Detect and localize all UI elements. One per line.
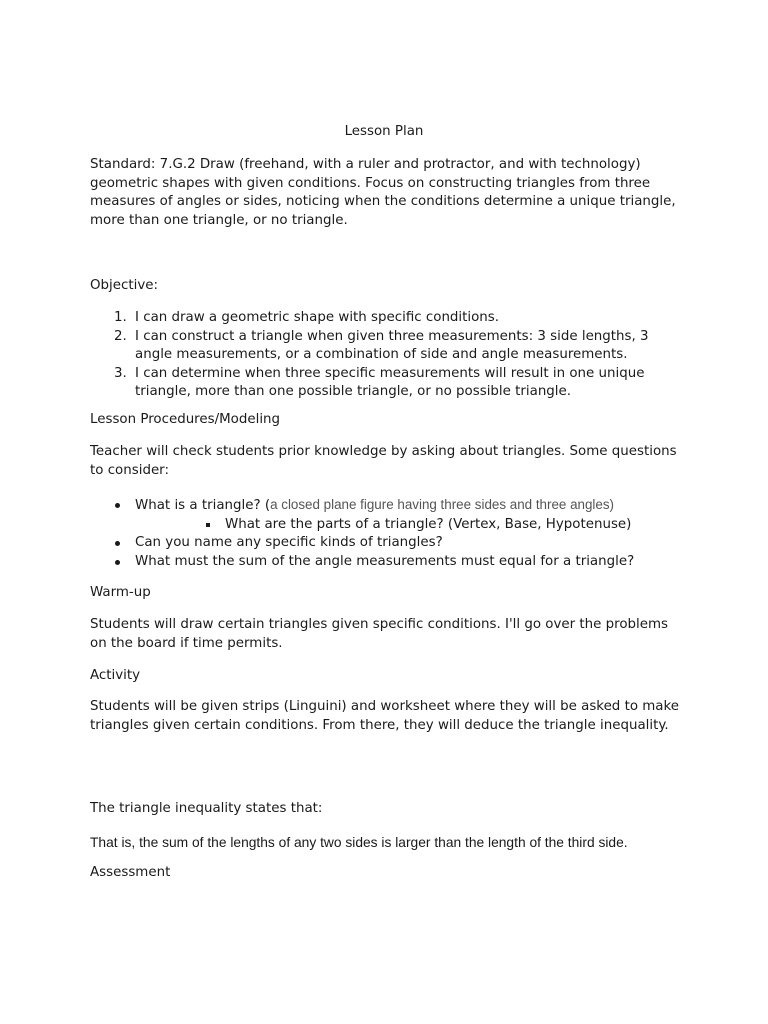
standard-paragraph: Standard: 7.G.2 Draw (freehand, with a ruler and protractor, and with technology) geometric shapes with given conditions. Focus on constructing triangles from three measures of angles or sides, noticing when the conditions determine a unique triangle, more than one triangle, or no triangle. (90, 157, 676, 228)
list-item (90, 534, 680, 553)
warmup-text: Students will draw certain triangles given specific conditions. I'll go over the problems on the board if time permits. (90, 617, 669, 651)
document-title: Lesson Plan (344, 124, 424, 139)
list-item-text: I can determine when three specific measurements will result in one unique triangle, more than one possible triangle, or no possible triangle. (135, 365, 645, 400)
bullet-icon (115, 541, 120, 546)
list-number: 2. (114, 328, 127, 344)
list-item (90, 328, 680, 365)
questions-list (90, 496, 680, 571)
question-text: What is a triangle? ( (135, 498, 271, 513)
inequality-explanation: That is, the sum of the lengths of any two sides is larger than the length of the third side. (90, 835, 628, 850)
list-item-text: I can draw a geometric shape with specific conditions. (135, 310, 500, 325)
list-number: 3. (114, 365, 127, 381)
activity-heading: Activity (90, 668, 141, 683)
objective-heading: Objective: (90, 278, 159, 293)
question-note: a closed plane figure having three sides and three angles) (270, 497, 614, 512)
question-text: What are the parts of a triangle? (Vertex, Base, Hypotenuse) (225, 516, 632, 532)
procedures-heading: Lesson Procedures/Modeling (90, 412, 281, 427)
assessment-heading: Assessment (90, 865, 171, 880)
activity-text: Students will be given strips (Linguini) and worksheet where they will be asked to make triangles given certain conditions. From there, they will deduce the triangle inequality. (90, 699, 680, 733)
warmup-heading: Warm-up (90, 585, 151, 600)
list-item (90, 516, 680, 535)
question-text: Can you name any specific kinds of triangles? (135, 535, 443, 551)
list-item (90, 553, 680, 572)
list-item (90, 309, 680, 328)
objective-list (90, 309, 680, 402)
question-text: What must the sum of the angle measurements must equal for a triangle? (135, 553, 635, 569)
list-item (90, 365, 680, 402)
list-item-text: I can construct a triangle when given three measurements: 3 side lengths, 3 angle measurements, or a combination of side and angle measurements. (135, 328, 649, 363)
inequality-intro: The triangle inequality states that: (90, 801, 323, 816)
procedures-intro: Teacher will check students prior knowledge by asking about triangles. Some questions to consider: (90, 444, 677, 478)
list-item (90, 496, 680, 516)
list-number: 1. (114, 310, 127, 325)
bullet-icon (115, 503, 120, 508)
square-bullet-icon (206, 523, 210, 527)
bullet-icon (115, 560, 120, 565)
